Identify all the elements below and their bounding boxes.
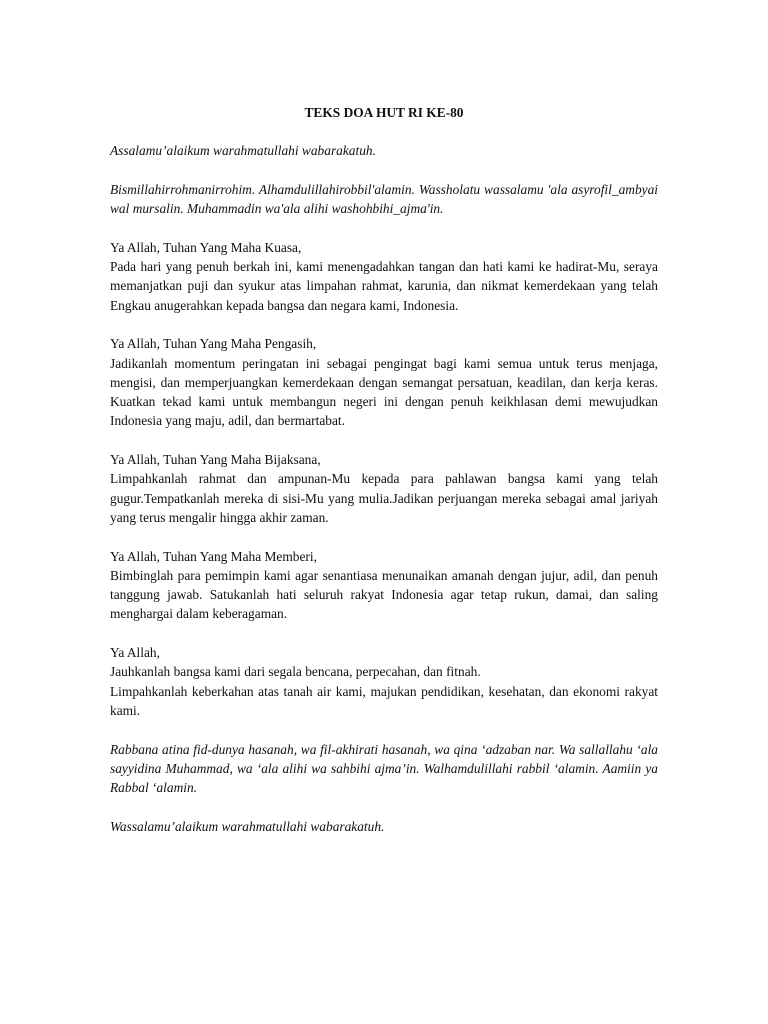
section-heading: Ya Allah, Tuhan Yang Maha Pengasih, xyxy=(110,336,317,352)
section-body: Jadikanlah momentum peringatan ini sebagai pengingat bagi kami semua untuk terus menjaga, mengisi, dan memperjuangkan kemerdekaan dengan semangat persatuan, keadilan, dan kerja keras. Kuatkan tekad kami untuk membangun negeri ini dengan penuh keikhlasan demi mewujudkan Indonesia yang maju, adil, dan bermartabat. xyxy=(110,355,658,429)
opening-prayer: Bismillahirrohmanirrohim. Alhamdulillahirobbil'alamin. Wassholatu wassalamu 'ala asyrofil_ambyai wal mursalin. Muhammadin wa'ala alihi washohbihi_ajma'in. xyxy=(110,181,658,217)
section-line: Jauhkanlah bangsa kami dari segala bencana, perpecahan, dan fitnah. xyxy=(110,664,481,680)
prayer-section-1 xyxy=(110,238,658,315)
section-heading: Ya Allah, Tuhan Yang Maha Kuasa, xyxy=(110,239,302,255)
greeting: Assalamu’alaikum warahmatullahi wabarakatuh. xyxy=(110,143,376,159)
section-body: Bimbinglah para pemimpin kami agar senantiasa menunaikan amanah dengan jujur, adil, dan penuh tanggung jawab. Satukanlah hati seluruh rakyat Indonesia agar tetap rukun, damai, dan saling menghargai dalam keberagaman. xyxy=(110,567,658,622)
closing-prayer: Rabbana atina fid-dunya hasanah, wa fil-akhirati hasanah, wa qina ‘adzaban nar. Wa sallallahu ‘ala sayyidina Muhammad, wa ‘ala alihi wa sahbihi ajma’in. Walhamdulillahi rabbil ‘alamin. Aamiin ya Rabbal ‘alamin. xyxy=(110,741,658,796)
document-title: TEKS DOA HUT RI KE-80 xyxy=(304,105,464,120)
section-body: Pada hari yang penuh berkah ini, kami menengadahkan tangan dan hati kami ke hadirat-Mu, seraya memanjatkan puji dan syukur atas limpahan rahmat, karunia, dan nikmat kemerdekaan yang telah Engkau anugerahkan kepada bangsa dan negara kami, Indonesia. xyxy=(110,259,658,313)
prayer-section-3 xyxy=(110,450,658,527)
section-heading: Ya Allah, Tuhan Yang Maha Memberi, xyxy=(110,548,317,564)
farewell: Wassalamu’alaikum warahmatullahi wabarakatuh. xyxy=(110,818,385,834)
document-page xyxy=(110,103,658,855)
prayer-section-5 xyxy=(110,643,658,720)
prayer-section-2 xyxy=(110,334,658,430)
prayer-section-4 xyxy=(110,547,658,624)
section-line: Limpahkanlah keberkahan atas tanah air kami, majukan pendidikan, kesehatan, dan ekonomi rakyat kami. xyxy=(110,683,658,718)
section-body: Limpahkanlah rahmat dan ampunan-Mu kepada para pahlawan bangsa kami yang telah gugur.Tempatkanlah mereka di sisi-Mu yang mulia.Jadikan perjuangan mereka sebagai amal jariyah yang terus mengalir hingga akhir zaman. xyxy=(110,471,658,525)
section-heading: Ya Allah, xyxy=(110,645,160,661)
section-heading: Ya Allah, Tuhan Yang Maha Bijaksana, xyxy=(110,452,321,468)
